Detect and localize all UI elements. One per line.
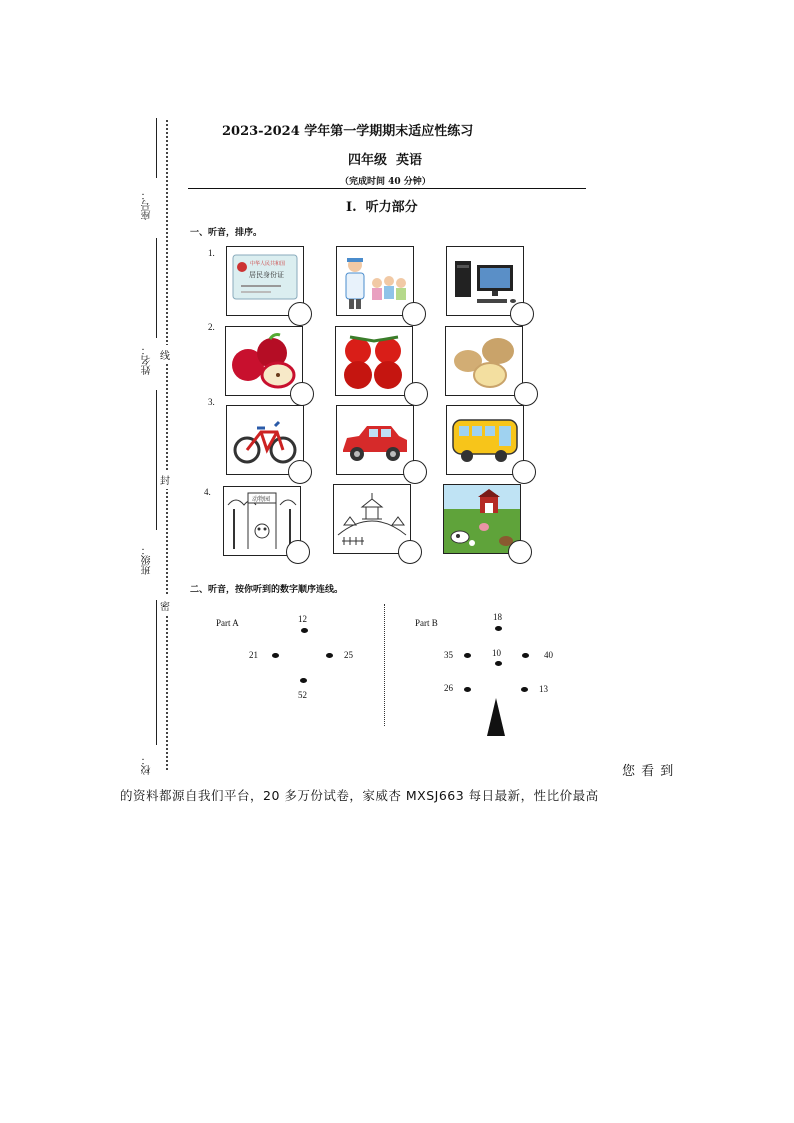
answer-circle-1-1[interactable] (288, 302, 312, 326)
part-b-label-35: 35 (444, 650, 453, 660)
row-number-2: 2. (208, 322, 215, 332)
part1-instruction: 一、听音，排序。 (190, 228, 263, 238)
answer-circle-1-2[interactable] (402, 302, 426, 326)
part-b-dot-26[interactable] (464, 687, 471, 692)
answer-circle-2-2[interactable] (404, 382, 428, 406)
start-arrow-icon (486, 698, 506, 738)
picture-bus (446, 405, 524, 475)
binding-dotted-line (166, 120, 168, 770)
picture-potatoes (445, 326, 523, 396)
school-label: 校： (142, 755, 153, 775)
picture-doctor-and-children (336, 246, 414, 316)
row-number-1: 1. (208, 248, 215, 258)
part-b-dot-18[interactable] (495, 626, 502, 631)
zoo-sign: 动物园 (252, 496, 271, 503)
part-b-label-40: 40 (544, 650, 553, 660)
cut-char-feng: 封 (160, 470, 170, 489)
part2-instruction: 二、听音，按你听到的数字顺序连线。 (190, 585, 344, 595)
picture-tomatoes (335, 326, 413, 396)
part-a-label-21: 21 (249, 650, 258, 660)
seat-label: 座号： (142, 190, 153, 220)
row-number-3: 3. (208, 397, 215, 407)
part-b-dot-40[interactable] (522, 653, 529, 658)
section-title: I. 听力部分 (346, 200, 418, 215)
answer-circle-4-3[interactable] (508, 540, 532, 564)
id-card-line1: 中华人民共和国 (250, 261, 286, 267)
cut-char-xian: 线 (160, 345, 170, 364)
part-a-label-52: 52 (298, 690, 307, 700)
part-a-label-25: 25 (344, 650, 353, 660)
part-divider (384, 604, 385, 726)
header-rule (188, 188, 586, 189)
part-a-dot-21[interactable] (272, 653, 279, 658)
footer-line-2: 的资料都源自我们平台，20 多万份试卷，家威杏 MXSJ663 每日最新，性比价最高 (120, 788, 599, 803)
margin-line-seat (156, 118, 157, 178)
answer-circle-4-1[interactable] (286, 540, 310, 564)
margin-line-name (156, 238, 157, 338)
picture-farm (443, 484, 521, 554)
answer-circle-3-2[interactable] (403, 460, 427, 484)
part-b-label-26: 26 (444, 683, 453, 693)
cut-char-mi: 密 (160, 596, 170, 615)
row-number-4: 4. (204, 487, 211, 497)
part-b-label: Part B (415, 618, 438, 628)
picture-apples (225, 326, 303, 396)
exam-title: 2023-2024 学年第一学期期末适应性练习 (222, 124, 474, 139)
part-a-dot-25[interactable] (326, 653, 333, 658)
name-label: 姓名： (142, 345, 153, 375)
exam-grade: 四年级 英语 (348, 153, 423, 168)
part-a-dot-12[interactable] (301, 628, 308, 633)
answer-circle-2-1[interactable] (290, 382, 314, 406)
picture-park (333, 484, 411, 554)
footer-line-1: 您 看 到 (622, 764, 675, 779)
part-b-label-18: 18 (493, 612, 502, 622)
part-a-label: Part A (216, 618, 239, 628)
margin-line-class (156, 390, 157, 530)
part-b-label-10: 10 (492, 648, 501, 658)
class-label: 班级： (142, 545, 153, 575)
part-b-label-13: 13 (539, 684, 548, 694)
answer-circle-3-1[interactable] (288, 460, 312, 484)
id-card-line2: 居民身份证 (249, 271, 284, 279)
part-a-dot-52[interactable] (300, 678, 307, 683)
part-b-dot-10[interactable] (495, 661, 502, 666)
answer-circle-3-3[interactable] (512, 460, 536, 484)
picture-car (336, 405, 414, 475)
part-b-dot-13[interactable] (521, 687, 528, 692)
answer-circle-1-3[interactable] (510, 302, 534, 326)
margin-line-school (156, 600, 157, 745)
exam-time: （完成时间 40 分钟） (340, 177, 431, 187)
answer-circle-2-3[interactable] (514, 382, 538, 406)
part-a-label-12: 12 (298, 614, 307, 624)
answer-circle-4-2[interactable] (398, 540, 422, 564)
part-b-dot-35[interactable] (464, 653, 471, 658)
